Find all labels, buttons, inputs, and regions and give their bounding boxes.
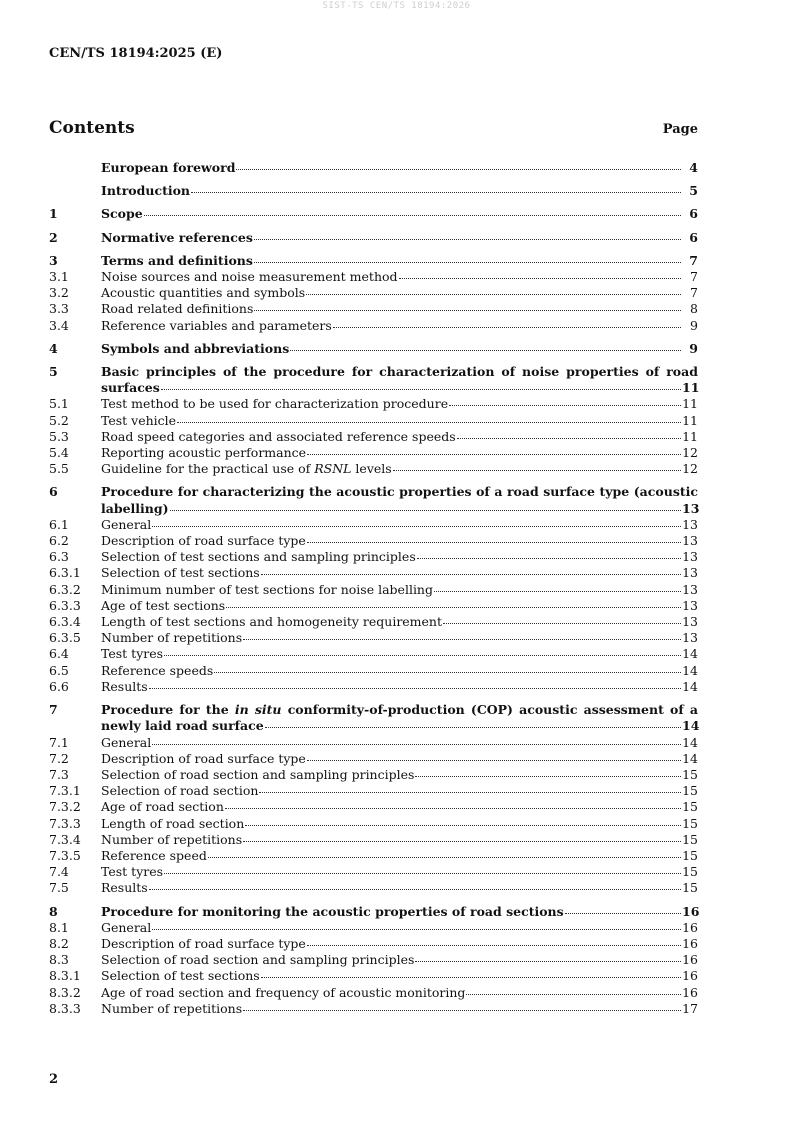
dot-leader bbox=[243, 841, 681, 842]
toc-entry-title-wrap bbox=[101, 445, 682, 461]
toc-entry[interactable] bbox=[49, 445, 698, 461]
toc-entry-continuation bbox=[101, 501, 698, 517]
toc-entry-number: 5.2 bbox=[49, 412, 69, 428]
dot-leader bbox=[265, 727, 681, 728]
toc-entry-title: Guideline for the practical use of RSNL levels bbox=[101, 461, 392, 477]
toc-entry[interactable] bbox=[49, 985, 698, 1001]
toc-entry-number: 6.4 bbox=[49, 646, 69, 662]
toc-entry-title-wrap bbox=[101, 396, 682, 412]
dot-leader bbox=[457, 438, 681, 439]
dot-leader bbox=[466, 994, 681, 995]
dot-leader bbox=[393, 470, 681, 471]
toc-entry[interactable] bbox=[49, 663, 698, 679]
toc-entry-title: Scope bbox=[101, 206, 143, 222]
toc-entry-title-wrap bbox=[101, 735, 682, 751]
toc-entry[interactable] bbox=[49, 880, 698, 896]
dot-leader bbox=[307, 760, 681, 761]
toc-entry-title: Road related definitions bbox=[101, 301, 254, 317]
toc-entry-page: 13 bbox=[682, 581, 698, 597]
toc-entry-page: 13 bbox=[682, 630, 698, 646]
dot-leader bbox=[399, 278, 681, 279]
dot-leader bbox=[214, 672, 681, 673]
dot-leader bbox=[245, 825, 681, 826]
toc-entry-page: 11 bbox=[682, 412, 698, 428]
toc-entry[interactable] bbox=[49, 702, 698, 734]
toc-entry-number: 6 bbox=[49, 484, 58, 500]
toc-entry-number: 7.4 bbox=[49, 864, 69, 880]
toc-entry-title-wrap bbox=[101, 783, 682, 799]
toc-entry[interactable] bbox=[49, 413, 698, 429]
toc-entry[interactable] bbox=[49, 735, 698, 751]
toc-entry-title-wrap bbox=[101, 517, 682, 533]
toc-entry-page: 16 bbox=[682, 952, 698, 968]
toc-entry[interactable] bbox=[49, 920, 698, 936]
dot-leader bbox=[307, 945, 681, 946]
toc-entry-title-wrap bbox=[101, 848, 682, 864]
toc-entry-title-wrap bbox=[101, 364, 698, 396]
toc-entry[interactable] bbox=[49, 318, 698, 334]
toc-entry-title: Procedure for monitoring the acoustic properties of road sections bbox=[101, 903, 564, 919]
toc-entry-page: 9 bbox=[689, 340, 698, 356]
toc-entry-number: 7.3.3 bbox=[49, 815, 81, 831]
dot-leader bbox=[307, 454, 681, 455]
toc-entry-number: 6.3.5 bbox=[49, 630, 81, 646]
toc-entry-number: 7.1 bbox=[49, 734, 69, 750]
toc-entry-title: Age of road section bbox=[101, 799, 224, 815]
toc-entry-title-continued: newly laid road surface bbox=[101, 718, 264, 734]
toc-entry-title: Length of road section bbox=[101, 815, 245, 831]
toc-entry-page: 17 bbox=[682, 1000, 698, 1016]
toc-entry-title-wrap bbox=[101, 484, 698, 516]
toc-entry-title: Basic principles of the procedure for characterization of noise properties of road bbox=[101, 364, 698, 380]
toc-entry-number: 6.3.2 bbox=[49, 581, 81, 597]
dot-leader bbox=[306, 294, 681, 295]
toc-entry-page: 15 bbox=[682, 864, 698, 880]
toc-entry[interactable] bbox=[49, 253, 698, 269]
toc-entry-title-wrap bbox=[101, 253, 682, 269]
toc-entry-number: 3.1 bbox=[49, 269, 69, 285]
toc-entry-number: 3.4 bbox=[49, 317, 69, 333]
page-number: 2 bbox=[49, 1072, 59, 1087]
toc-entry-title-wrap bbox=[101, 679, 682, 695]
toc-entry-page: 13 bbox=[682, 533, 698, 549]
toc-entry[interactable] bbox=[49, 679, 698, 695]
toc-entry-title-wrap bbox=[101, 413, 682, 429]
toc-entry-number: 6.3 bbox=[49, 549, 69, 565]
toc-entry-continuation bbox=[101, 718, 698, 734]
toc-entry-title: Terms and definitions bbox=[101, 252, 253, 268]
toc-entry-number: 7.3 bbox=[49, 766, 69, 782]
toc-entry-number: 3 bbox=[49, 252, 58, 268]
toc-entry-number: 5.3 bbox=[49, 428, 69, 444]
dot-leader bbox=[254, 310, 681, 311]
toc-entry-number: 7.3.1 bbox=[49, 783, 81, 799]
dot-leader bbox=[307, 542, 681, 543]
dot-leader bbox=[152, 744, 681, 745]
document-id: CEN/TS 18194:2025 (E) bbox=[49, 46, 223, 61]
toc-entry-title-wrap bbox=[101, 206, 682, 222]
toc-entry-number: 8.3.3 bbox=[49, 1000, 81, 1016]
toc-entry[interactable] bbox=[49, 783, 698, 799]
toc-entry-title: Acoustic quantities and symbols bbox=[101, 285, 306, 301]
toc-entry[interactable] bbox=[49, 848, 698, 864]
toc-entry-number: 6.1 bbox=[49, 516, 69, 532]
toc-entry-title: Test tyres bbox=[101, 864, 164, 880]
dot-leader bbox=[152, 526, 681, 527]
toc-entry-page: 15 bbox=[682, 880, 698, 896]
toc-entry-title-wrap bbox=[101, 565, 682, 581]
toc-entry[interactable] bbox=[49, 832, 698, 848]
toc-entry-page: 16 bbox=[682, 968, 698, 984]
toc-entry[interactable] bbox=[49, 301, 698, 317]
toc-entry-page: 15 bbox=[682, 799, 698, 815]
toc-entry-title-wrap bbox=[101, 582, 682, 598]
dot-leader bbox=[177, 422, 681, 423]
toc-entry-title: Number of repetitions bbox=[101, 1000, 243, 1016]
toc-entry-number: 7.3.5 bbox=[49, 847, 81, 863]
toc-entry-number: 8.1 bbox=[49, 919, 69, 935]
toc-entry-number: 4 bbox=[49, 340, 58, 356]
toc-entry[interactable] bbox=[49, 206, 698, 222]
toc-entry-title: Selection of test sections and sampling principles bbox=[101, 549, 416, 565]
toc-entry-title-wrap bbox=[101, 230, 682, 246]
toc-entry-title-wrap bbox=[101, 751, 682, 767]
toc-entry-page: 7 bbox=[690, 285, 698, 301]
dot-leader bbox=[259, 792, 681, 793]
dot-leader bbox=[191, 192, 681, 193]
toc-entry-title-wrap bbox=[101, 269, 682, 285]
toc-entry-title: Selection of road section and sampling principles bbox=[101, 952, 415, 968]
toc-entry-number: 5 bbox=[49, 364, 58, 380]
toc-entry-page: 13 bbox=[682, 597, 698, 613]
toc-entry[interactable] bbox=[49, 269, 698, 285]
toc-entry-number: 8 bbox=[49, 903, 58, 919]
toc-entry-number: 7.3.4 bbox=[49, 831, 81, 847]
toc-entry-title-wrap bbox=[101, 832, 682, 848]
toc-entry[interactable] bbox=[49, 799, 698, 815]
toc-entry-page: 13 bbox=[682, 614, 698, 630]
toc-entry-title: European foreword bbox=[101, 160, 236, 175]
toc-entry-page: 15 bbox=[682, 831, 698, 847]
dot-leader bbox=[254, 239, 681, 240]
dot-leader bbox=[434, 591, 681, 592]
toc-entry-title: Number of repetitions bbox=[101, 630, 243, 646]
dot-leader bbox=[261, 574, 681, 575]
toc-entry-page: 13 bbox=[682, 565, 698, 581]
toc-entry-number: 7.5 bbox=[49, 880, 69, 896]
dot-leader bbox=[149, 889, 681, 890]
toc-entry-page: 15 bbox=[682, 766, 698, 782]
dot-leader bbox=[144, 215, 681, 216]
dot-leader bbox=[565, 913, 681, 914]
toc-entry-number: 2 bbox=[49, 229, 58, 245]
toc-entry-page: 9 bbox=[690, 317, 698, 333]
dot-leader bbox=[333, 327, 681, 328]
toc-entry[interactable] bbox=[49, 285, 698, 301]
dot-leader bbox=[243, 639, 681, 640]
toc-entry-title: Age of test sections bbox=[101, 597, 226, 613]
toc-entry[interactable] bbox=[49, 952, 698, 968]
toc-entry-page: 15 bbox=[682, 847, 698, 863]
dot-leader bbox=[254, 262, 681, 263]
dot-leader bbox=[170, 510, 681, 511]
toc-entry[interactable] bbox=[49, 598, 698, 614]
toc-entry-title-wrap bbox=[101, 864, 682, 880]
toc-entry-number: 7 bbox=[49, 702, 58, 718]
toc-entry-title: Reference variables and parameters bbox=[101, 317, 332, 333]
toc-entry-title: Noise sources and noise measurement method bbox=[101, 269, 398, 285]
toc-entry[interactable] bbox=[49, 614, 698, 630]
toc-entry[interactable] bbox=[49, 230, 698, 246]
toc-entry-title-wrap bbox=[101, 936, 682, 952]
toc-entry-title-wrap bbox=[101, 461, 682, 477]
toc-entry-title-continued: surfaces bbox=[101, 380, 160, 396]
toc-entry-title-wrap bbox=[101, 904, 682, 920]
toc-entry-page: 14 bbox=[682, 662, 698, 678]
toc-entry[interactable] bbox=[49, 864, 698, 880]
toc-entry-title-wrap bbox=[101, 533, 682, 549]
toc-entry-title: General bbox=[101, 734, 152, 750]
toc-entry-title-wrap bbox=[101, 630, 682, 646]
toc-entry-page: 11 bbox=[682, 396, 698, 412]
dot-leader bbox=[164, 873, 681, 874]
toc-entry-number: 6.3.4 bbox=[49, 614, 81, 630]
toc-entry-title-wrap bbox=[101, 549, 682, 565]
dot-leader bbox=[415, 961, 681, 962]
toc-entry-page: 11 bbox=[682, 380, 700, 396]
toc-entry-number: 6.6 bbox=[49, 678, 69, 694]
toc-entry-page: 6 bbox=[689, 229, 698, 245]
toc-entry-title-wrap bbox=[101, 429, 682, 445]
toc-entry-title-wrap bbox=[101, 816, 682, 832]
toc-entry-title-wrap bbox=[101, 985, 682, 1001]
toc-entry-title-wrap bbox=[101, 341, 682, 357]
toc-entry[interactable] bbox=[49, 429, 698, 445]
toc-entry-title: General bbox=[101, 516, 152, 532]
toc-entry-number: 7.2 bbox=[49, 750, 69, 766]
toc-entry[interactable] bbox=[49, 484, 698, 516]
toc-entry[interactable] bbox=[49, 533, 698, 549]
toc-entry-title: Test vehicle bbox=[101, 412, 177, 428]
toc-entry[interactable] bbox=[49, 751, 698, 767]
toc-entry-page: 12 bbox=[682, 461, 698, 477]
dot-leader bbox=[225, 808, 681, 809]
toc-entry-number: 8.2 bbox=[49, 935, 69, 951]
toc-entry-number: 6.3.1 bbox=[49, 565, 81, 581]
dot-leader bbox=[449, 405, 681, 406]
toc-entry-title: Description of road surface type bbox=[101, 533, 306, 549]
toc-entry-title: Symbols and abbreviations bbox=[101, 340, 290, 356]
toc-entry[interactable] bbox=[49, 341, 698, 357]
toc-entry-page: 8 bbox=[690, 301, 698, 317]
dot-leader bbox=[261, 977, 681, 978]
dot-leader bbox=[236, 169, 681, 170]
toc-entry-title: Procedure for characterizing the acoustic properties of a road surface type (acoustic bbox=[101, 484, 698, 500]
toc-entry-page: 13 bbox=[682, 549, 698, 565]
toc-entry-number: 6.3.3 bbox=[49, 597, 81, 613]
toc-entry-page: 7 bbox=[689, 252, 698, 268]
toc-entry-title-wrap bbox=[101, 880, 682, 896]
toc-entry[interactable] bbox=[49, 565, 698, 581]
toc-entry-title: Selection of road section bbox=[101, 783, 259, 799]
toc-entry-page: 13 bbox=[682, 500, 700, 516]
toc-entry-title-wrap bbox=[101, 1001, 682, 1017]
contents-title: Contents bbox=[49, 118, 135, 138]
toc-entry-page: 14 bbox=[682, 678, 698, 694]
dot-leader bbox=[161, 389, 681, 390]
dot-leader bbox=[443, 623, 681, 624]
toc-entry-page: 6 bbox=[689, 206, 698, 222]
toc-entry-number: 8.3.1 bbox=[49, 968, 81, 984]
toc-entry-page: 14 bbox=[682, 734, 698, 750]
toc-entry-title: Selection of test sections bbox=[101, 565, 260, 581]
toc-entry[interactable] bbox=[49, 582, 698, 598]
dot-leader bbox=[290, 350, 681, 351]
toc-entry[interactable] bbox=[49, 461, 698, 477]
dot-leader bbox=[149, 688, 681, 689]
toc-entry-title: Description of road surface type bbox=[101, 750, 306, 766]
toc-entry-title-continued: labelling) bbox=[101, 500, 169, 516]
toc-entry-title: Age of road section and frequency of acoustic monitoring bbox=[101, 984, 466, 1000]
toc-entry-page: 13 bbox=[682, 516, 698, 532]
toc-entry-title: Procedure for the in situ conformity-of-production (COP) acoustic assessment of a bbox=[101, 702, 698, 718]
toc-entry-title: Selection of test sections bbox=[101, 968, 260, 984]
toc-entry-number: 5.1 bbox=[49, 396, 69, 412]
table-of-contents bbox=[49, 160, 698, 1017]
toc-entry[interactable] bbox=[49, 767, 698, 783]
dot-leader bbox=[152, 929, 681, 930]
toc-entry-title-wrap bbox=[101, 968, 682, 984]
toc-entry[interactable] bbox=[49, 396, 698, 412]
toc-entry-page: 7 bbox=[690, 269, 698, 285]
toc-entry-title-wrap bbox=[101, 301, 682, 317]
toc-entry[interactable] bbox=[49, 160, 698, 176]
toc-entry-number: 6.2 bbox=[49, 533, 69, 549]
toc-entry[interactable] bbox=[49, 646, 698, 662]
toc-entry-title-wrap bbox=[101, 663, 682, 679]
toc-entry-title: Description of road surface type bbox=[101, 935, 306, 951]
toc-entry-number: 1 bbox=[49, 206, 58, 222]
toc-entry-page: 5 bbox=[689, 183, 698, 199]
toc-entry-title-wrap bbox=[101, 920, 682, 936]
toc-entry-page: 15 bbox=[682, 815, 698, 831]
toc-entry-title: Road speed categories and associated reference speeds bbox=[101, 428, 456, 444]
toc-entry-page: 12 bbox=[682, 445, 698, 461]
toc-entry-title-wrap bbox=[101, 799, 682, 815]
toc-entry-continuation bbox=[101, 380, 698, 396]
toc-entry-number: 6.5 bbox=[49, 662, 69, 678]
toc-entry-page: 14 bbox=[682, 750, 698, 766]
toc-entry[interactable] bbox=[49, 517, 698, 533]
toc-entry-title: Test method to be used for characterization procedure bbox=[101, 396, 449, 412]
toc-entry-title: General bbox=[101, 919, 152, 935]
toc-entry-title-wrap bbox=[101, 318, 682, 334]
toc-entry-title-wrap bbox=[101, 285, 682, 301]
toc-entry-number: 3.3 bbox=[49, 301, 69, 317]
toc-entry-title: Selection of road section and sampling principles bbox=[101, 766, 415, 782]
watermark: SIST-TS CEN/TS 18194:2026 bbox=[322, 1, 471, 11]
toc-entry-title-wrap bbox=[101, 767, 682, 783]
toc-entry[interactable] bbox=[49, 1001, 698, 1017]
dot-leader bbox=[208, 857, 681, 858]
toc-entry-title: Normative references bbox=[101, 229, 253, 245]
toc-entry-title: Length of test sections and homogeneity requirement bbox=[101, 614, 443, 630]
dot-leader bbox=[226, 607, 681, 608]
toc-entry[interactable] bbox=[49, 968, 698, 984]
toc-entry-page: 16 bbox=[682, 984, 698, 1000]
toc-entry-number: 8.3.2 bbox=[49, 984, 81, 1000]
toc-entry-page: 16 bbox=[682, 919, 698, 935]
toc-entry-page: 14 bbox=[682, 646, 698, 662]
dot-leader bbox=[417, 558, 681, 559]
toc-entry-page: 16 bbox=[682, 935, 698, 951]
toc-entry-title: Reference speeds bbox=[101, 662, 214, 678]
toc-entry-number: 3.2 bbox=[49, 285, 69, 301]
toc-entry-number: 8.3 bbox=[49, 952, 69, 968]
dot-leader bbox=[243, 1010, 681, 1011]
toc-entry[interactable] bbox=[49, 816, 698, 832]
toc-entry-title-wrap bbox=[101, 160, 682, 176]
toc-entry-number: 5.5 bbox=[49, 461, 69, 477]
toc-entry-title: Results bbox=[101, 880, 148, 896]
toc-entry-page: 16 bbox=[682, 903, 700, 919]
toc-entry-page: 11 bbox=[682, 428, 698, 444]
toc-entry-title-wrap bbox=[101, 598, 682, 614]
toc-entry[interactable] bbox=[49, 630, 698, 646]
page-column-label: Page bbox=[662, 122, 698, 137]
dot-leader bbox=[415, 776, 681, 777]
toc-entry-page: 4 bbox=[689, 160, 698, 175]
toc-entry-title: Minimum number of test sections for noise labelling bbox=[101, 581, 433, 597]
dot-leader bbox=[164, 655, 681, 656]
toc-entry-title: Number of repetitions bbox=[101, 831, 243, 847]
toc-entry-title: Reporting acoustic performance bbox=[101, 445, 307, 461]
toc-entry-title: Test tyres bbox=[101, 646, 164, 662]
toc-entry[interactable] bbox=[49, 364, 698, 396]
toc-entry-page: 14 bbox=[682, 718, 700, 734]
toc-entry-title: Reference speed bbox=[101, 847, 207, 863]
toc-entry-title-wrap bbox=[101, 646, 682, 662]
toc-entry-number: 7.3.2 bbox=[49, 799, 81, 815]
toc-entry[interactable] bbox=[49, 904, 698, 920]
toc-entry-title-wrap bbox=[101, 183, 682, 199]
toc-entry-number: 5.4 bbox=[49, 445, 69, 461]
toc-entry-title: Results bbox=[101, 678, 148, 694]
toc-entry[interactable] bbox=[49, 549, 698, 565]
toc-entry[interactable] bbox=[49, 183, 698, 199]
toc-entry[interactable] bbox=[49, 936, 698, 952]
toc-entry-title-wrap bbox=[101, 614, 682, 630]
toc-entry-title-wrap bbox=[101, 952, 682, 968]
toc-entry-page: 15 bbox=[682, 783, 698, 799]
toc-entry-title-wrap bbox=[101, 702, 698, 734]
toc-entry-title: Introduction bbox=[101, 183, 191, 199]
